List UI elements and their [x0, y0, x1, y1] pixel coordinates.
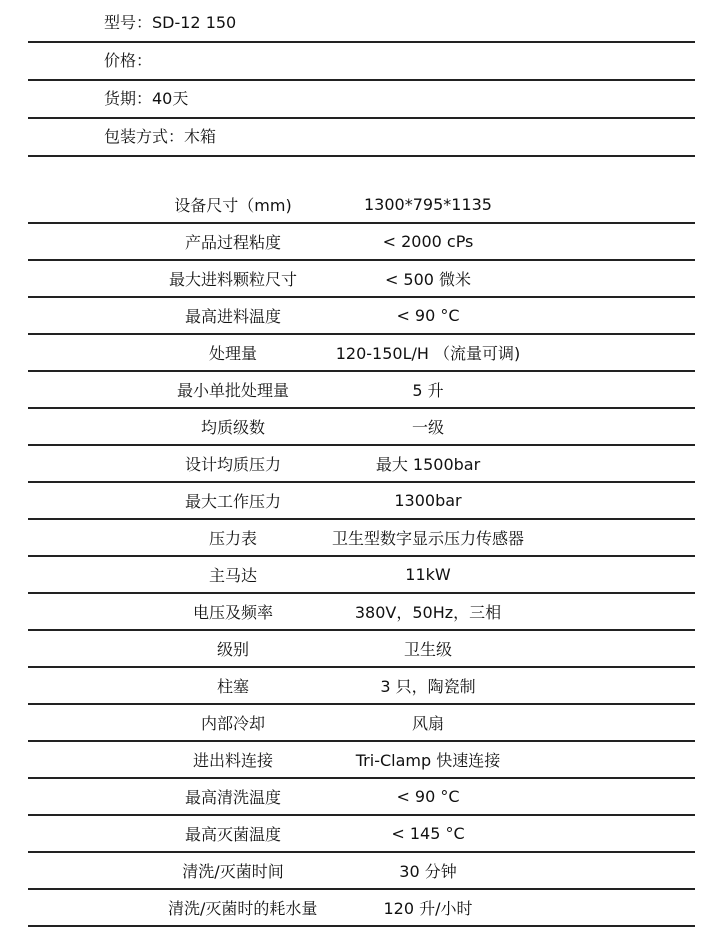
table-row [28, 741, 695, 778]
spec-label: 处理量 [208, 344, 257, 363]
info-delivery: 货期：40天 [28, 81, 695, 119]
spec-value: < 2000 cPs [382, 232, 474, 251]
table-row [28, 778, 695, 815]
spec-label: 进出料连接 [192, 751, 273, 770]
spec-label: 清洗/灭菌时间 [182, 862, 284, 881]
table-row [28, 223, 695, 260]
table-row [28, 297, 695, 334]
info-price: 价格： [28, 43, 695, 81]
info-model: 型号：SD-12 150 [28, 5, 695, 43]
product-info-list [28, 5, 695, 157]
table-row [28, 815, 695, 852]
table-row [28, 630, 695, 667]
spec-value: 120-150L/H （流量可调) [335, 344, 521, 363]
spec-value: < 500 微米 [384, 270, 472, 289]
table-row [28, 408, 695, 445]
table-row [28, 704, 695, 741]
spec-label: 电压及频率 [192, 603, 273, 622]
spec-label: 最高进料温度 [184, 307, 281, 326]
spec-label: 最高清洗温度 [184, 788, 281, 807]
table-row [28, 187, 695, 223]
spec-value: 3 只，陶瓷制 [380, 677, 476, 696]
spec-label: 均质级数 [200, 418, 265, 437]
table-row [28, 334, 695, 371]
spec-value: 风扇 [411, 714, 444, 733]
spec-value: < 90 °C [396, 787, 460, 806]
table-row [28, 445, 695, 482]
spec-value: 380V，50Hz，三相 [354, 603, 502, 622]
spec-value: 卫生型数字显示压力传感器 [331, 529, 524, 548]
spec-value: 最大 1500bar [375, 455, 481, 474]
table-row [28, 556, 695, 593]
info-packaging: 包装方式：木箱 [28, 119, 695, 157]
spec-label: 最大工作压力 [184, 492, 281, 511]
spec-value: 卫生级 [403, 640, 452, 659]
spec-label: 设计均质压力 [184, 455, 281, 474]
spec-label: 内部冷却 [200, 714, 265, 733]
spec-value: 1300*795*1135 [364, 195, 492, 214]
spec-table [28, 187, 695, 927]
spec-label: 压力表 [208, 529, 257, 548]
spec-label: 设备尺寸（mm) [174, 196, 292, 215]
table-row [28, 889, 695, 926]
table-row [28, 519, 695, 556]
table-row [28, 482, 695, 519]
spec-value: 一级 [411, 418, 444, 437]
spec-value: 30 分钟 [399, 862, 457, 881]
spec-label: 最大进料颗粒尺寸 [168, 270, 297, 289]
spec-value: 120 升/小时 [383, 899, 473, 918]
spec-value: Tri-Clamp 快速连接 [355, 751, 501, 770]
table-row [28, 852, 695, 889]
table-row [28, 593, 695, 630]
table-row [28, 371, 695, 408]
spec-label: 级别 [216, 640, 249, 659]
spec-value: 11kW [405, 565, 451, 584]
spec-label: 产品过程粘度 [184, 233, 281, 252]
spec-label: 最高灭菌温度 [184, 825, 281, 844]
spec-value: < 90 °C [396, 306, 460, 325]
spec-label: 主马达 [208, 566, 257, 585]
table-row [28, 260, 695, 297]
spec-value: 5 升 [412, 381, 444, 400]
spec-label: 清洗/灭菌时的耗水量 [168, 899, 318, 918]
spec-label: 柱塞 [216, 677, 249, 696]
spec-value: 1300bar [394, 491, 462, 510]
spec-label: 最小单批处理量 [176, 381, 289, 400]
spec-value: < 145 °C [391, 824, 465, 843]
table-row [28, 667, 695, 704]
